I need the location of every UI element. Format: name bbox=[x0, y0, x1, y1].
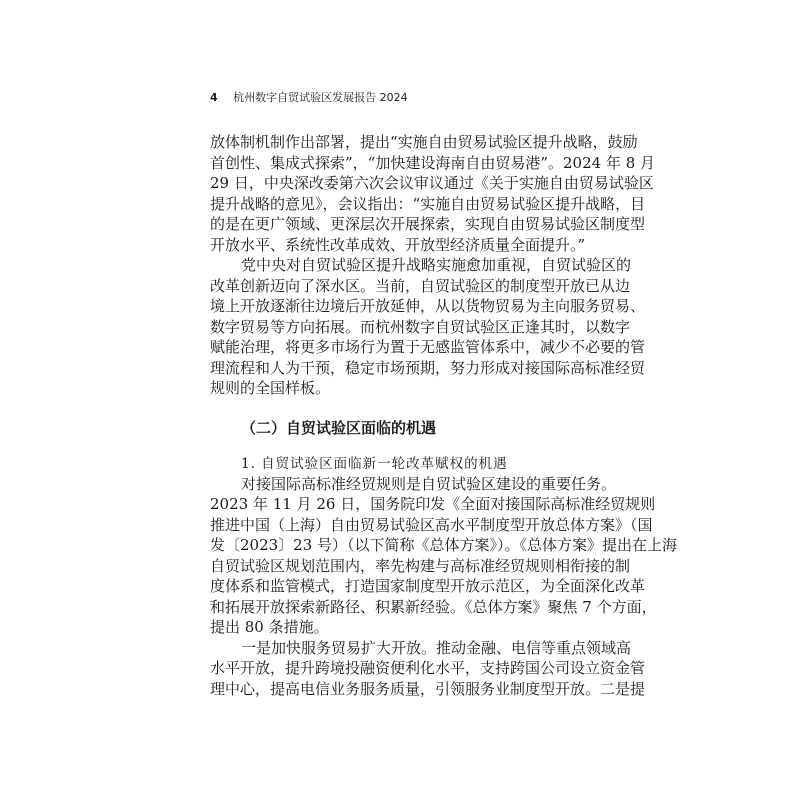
paragraph bbox=[210, 132, 656, 255]
text-line: 理中心，提高电信业务服务质量，引领服务业制度型开放。二是提 bbox=[210, 679, 646, 698]
text-line: 自贸试验区规划范围内，率先构建与高标准经贸规则相衔接的制 bbox=[210, 556, 631, 575]
text-line: 提出 80 条措施。 bbox=[210, 618, 329, 636]
paragraph bbox=[210, 474, 678, 638]
text-line: 2023 年 11 月 26 日，国务院印发《全面对接国际高标准经贸规则 bbox=[210, 495, 656, 513]
page-number: 4 bbox=[210, 91, 218, 104]
text-line: 规则的全国样板。 bbox=[210, 379, 331, 397]
subsection-heading: 1. 自贸试验区面临新一轮改革赋权的机遇 bbox=[241, 455, 508, 472]
running-header bbox=[210, 89, 408, 105]
text-line: 境上开放逐渐往边境后开放延伸，从以货物贸易为主向服务贸易、 bbox=[210, 297, 646, 315]
section-heading: （二）自贸试验区面临的机遇 bbox=[241, 418, 437, 437]
text-line: 党中央对自贸试验区提升战略实施愈加重视，自贸试验区的 bbox=[241, 256, 632, 274]
text-line: 改革创新迈向了深水区。当前，自贸试验区的制度型开放已从边 bbox=[210, 276, 631, 295]
text-line: 29 日，中央深改委第六次会议审议通过《关于实施自由贸易试验区 bbox=[210, 174, 654, 192]
text-line: 水平开放，提升跨境投融资便利化水平，支持跨国公司设立资金管 bbox=[210, 659, 646, 677]
text-line: 发〔2023〕23 号）（以下简称《总体方案》）。《总体方案》提出在上海 bbox=[210, 536, 678, 554]
text-line: 赋能治理，将更多市场行为置于无感监管体系中，减少不必要的管 bbox=[210, 338, 646, 356]
page-body bbox=[210, 132, 678, 699]
text-line: 和拓展开放探索新路径、积累新经验。《总体方案》聚焦 7 个方面， bbox=[210, 597, 657, 616]
text-line: 推进中国（上海）自由贸易试验区高水平制度型开放总体方案》（国 bbox=[210, 515, 653, 534]
text-line: 开放水平、系统性改革成效、开放型经济质量全面提升。” bbox=[210, 235, 586, 254]
paragraph bbox=[210, 638, 646, 700]
text-line: 提升战略的意见》，会议指出：“实施自由贸易试验区提升战略，目 bbox=[210, 194, 646, 213]
text-line: 一是加快服务贸易扩大开放。推动金融、电信等重点领域高 bbox=[241, 638, 632, 657]
text-line: 对接国际高标准经贸规则是自贸试验区建设的重要任务。 bbox=[241, 474, 617, 493]
text-line: 放体制机制作出部署，提出“实施自由贸易试验区提升战略，鼓励 bbox=[210, 133, 638, 151]
text-line: 数字贸易等方向拓展。而杭州数字自贸试验区正逢其时，以数字 bbox=[210, 317, 631, 336]
text-line: 理流程和人为干预，稳定市场预期，努力形成对接国际高标准经贸 bbox=[210, 358, 646, 377]
text-line: 度体系和监管模式，打造国家制度型开放示范区，为全面深化改革 bbox=[210, 577, 646, 595]
text-line: 首创性、集成式探索”，“加快建设海南自由贸易港”。2024 年 8 月 bbox=[210, 153, 656, 172]
running-title: 杭州数字自贸试验区发展报告 2024 bbox=[233, 91, 408, 104]
paragraph bbox=[210, 255, 646, 399]
text-line: 的是在更广领域、更深层次开展探索，实现自由贸易试验区制度型 bbox=[210, 215, 646, 233]
